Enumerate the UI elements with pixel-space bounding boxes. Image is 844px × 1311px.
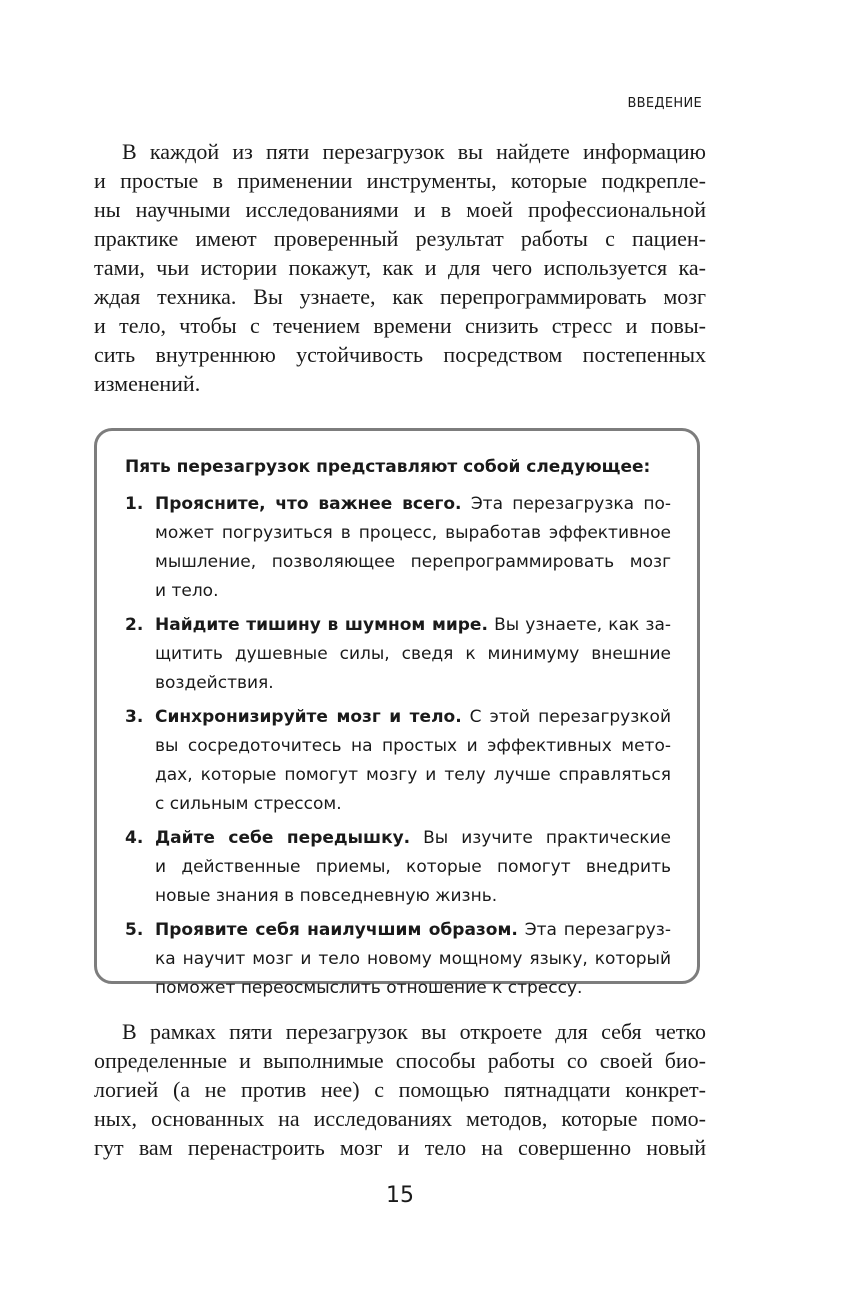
list-item <box>125 490 671 606</box>
paragraph-intro <box>94 137 706 398</box>
text-line: ных, основанных на исследованиях методов, которые помо- <box>94 1106 706 1131</box>
item-text: мышление, позволяющее перепрограммировать мозг <box>155 552 671 572</box>
page-number: 15 <box>386 1183 414 1208</box>
item-lead: Синхронизируйте мозг и тело. <box>155 707 462 727</box>
callout-box <box>94 428 700 998</box>
text-line: сить внутреннюю устойчивость посредством постепенных <box>94 342 706 367</box>
item-text: Вы узнаете, как за- <box>494 615 672 635</box>
item-text: и действенные приемы, которые помогут внедрить <box>155 857 671 877</box>
list-item <box>125 611 671 698</box>
item-text: Эта перезагрузка по- <box>470 494 672 514</box>
text-line: определенные и выполнимые способы работы со своей био- <box>94 1048 706 1073</box>
item-number: 3. <box>125 707 144 727</box>
item-text: щитить душевные силы, сведя к минимуму внешние <box>155 644 671 664</box>
text-line: В каждой из пяти перезагрузок вы найдете информацию <box>122 139 706 164</box>
paragraph-outro <box>94 1017 706 1162</box>
item-text: с сильным стрессом. <box>155 794 342 814</box>
text-line: практике имеют проверенный результат работы с пациен- <box>94 226 706 251</box>
item-text: дах, которые помогут мозгу и телу лучше справляться <box>155 765 671 785</box>
running-header: ВВЕДЕНИЕ <box>627 96 702 111</box>
item-number: 5. <box>125 920 144 940</box>
item-lead: Дайте себе передышку. <box>155 828 411 848</box>
item-text: поможет переосмыслить отношение к стрессу. <box>155 978 583 998</box>
item-lead: Найдите тишину в шумном мире. <box>155 615 488 635</box>
text-line: ны научными исследованиями и в моей профессиональной <box>94 197 706 222</box>
text-line: изменений. <box>94 371 201 396</box>
item-lead: Проясните, что важнее всего. <box>155 494 462 514</box>
text-line: логией (а не против нее) с помощью пятнадцати конкрет- <box>94 1077 706 1102</box>
text-line: ждая техника. Вы узнаете, как перепрограммировать мозг <box>94 284 706 309</box>
text-line: и тело, чтобы с течением времени снизить стресс и повы- <box>94 313 706 338</box>
item-number: 2. <box>125 615 144 635</box>
item-text: ка научит мозг и тело новому мощному языку, который <box>155 949 671 969</box>
item-number: 1. <box>125 494 144 514</box>
item-lead: Проявите себя наилучшим образом. <box>155 920 518 940</box>
text-line: тами, чьи истории покажут, как и для чего используется ка- <box>94 255 706 280</box>
item-text: С этой перезагрузкой <box>469 707 671 727</box>
item-text: вы сосредоточитесь на простых и эффективных мето- <box>155 736 671 756</box>
item-text: воздействия. <box>155 673 274 693</box>
callout-title: Пять перезагрузок представляют собой следующее: <box>125 457 651 477</box>
list-item <box>125 916 671 1003</box>
reboot-list <box>125 490 671 1003</box>
item-text: и тело. <box>155 581 219 601</box>
item-text: Эта перезагруз- <box>524 920 671 940</box>
item-text: новые знания в повседневную жизнь. <box>155 886 498 906</box>
list-item <box>125 703 671 819</box>
item-text: Вы изучите практические <box>423 828 671 848</box>
text-line: и простые в применении инструменты, которые подкрепле- <box>94 168 706 193</box>
text-line: гут вам перенастроить мозг и тело на совершенно новый <box>94 1135 706 1160</box>
text-line: В рамках пяти перезагрузок вы откроете для себя четко <box>122 1019 706 1044</box>
list-item <box>125 824 671 911</box>
item-number: 4. <box>125 828 144 848</box>
item-text: может погрузиться в процесс, выработав эффективное <box>155 523 671 543</box>
